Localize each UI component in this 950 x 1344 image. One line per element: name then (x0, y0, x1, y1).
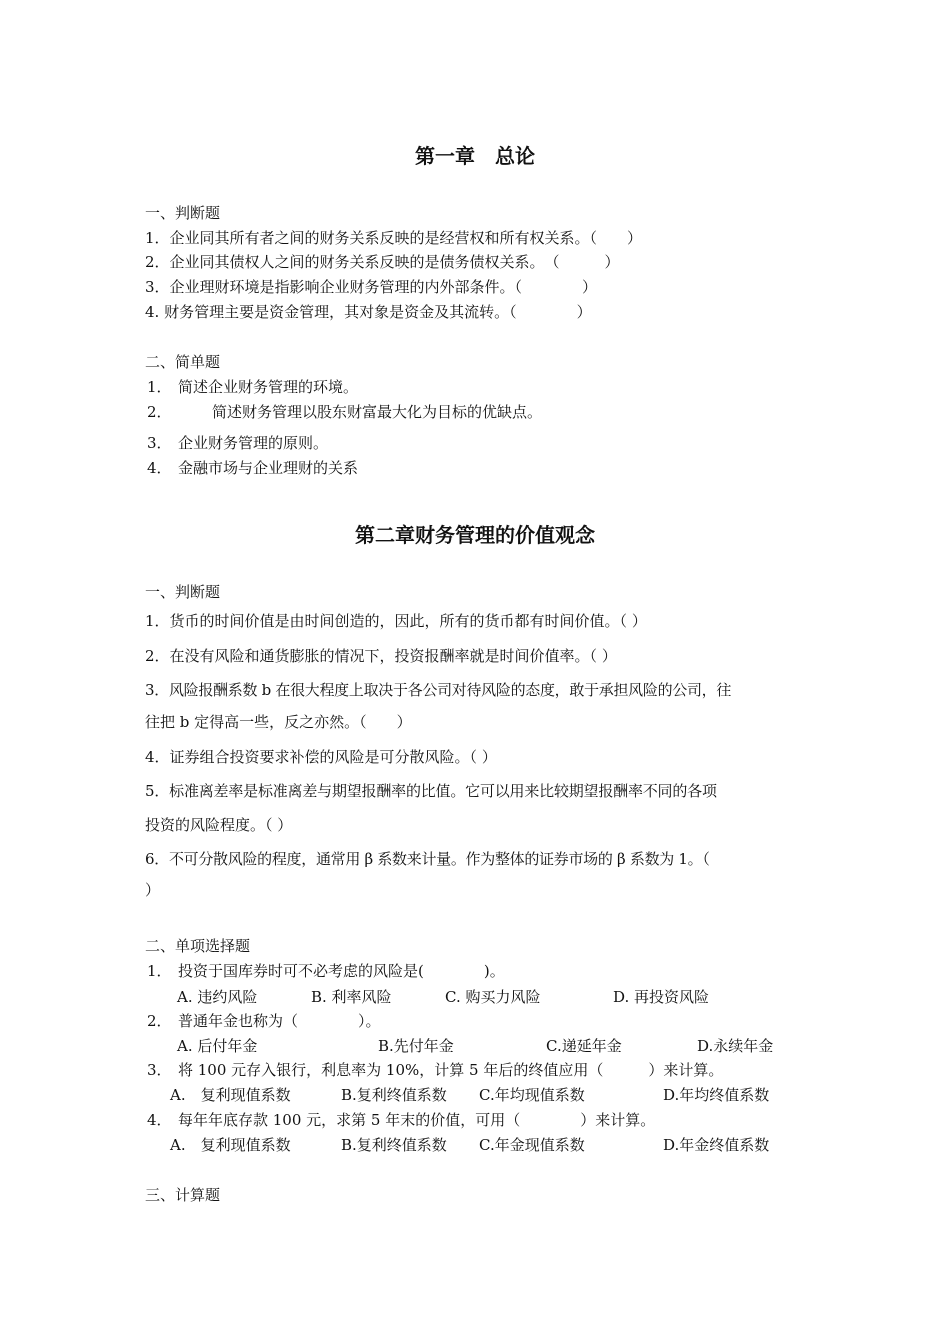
q2-option-c: C.递延年金 (546, 1037, 622, 1055)
q1-option-b: B. 利率风险 (311, 988, 392, 1006)
ch2-calc-heading: 三、计算题 (145, 1186, 221, 1204)
q2-number: 2． (147, 1012, 172, 1030)
q3-stem: 将 100 元存入银行，利息率为 10%，计算 5 年后的终值应用（ ）来计算。 (178, 1061, 724, 1079)
ch1-judge-item: 1．企业同其所有者之间的财务关系反映的是经营权和所有权关系。（ ） (145, 229, 643, 247)
ch2-judge-item: 4．证券组合投资要求补偿的风险是可分散风险。（ ） (145, 748, 497, 766)
q2-option-d: D.永续年金 (697, 1037, 774, 1055)
ch2-judge-item: 5．标准离差率是标准离差与期望报酬率的比值。它可以用来比较期望报酬率不同的各项 (145, 782, 717, 800)
ch1-judge-item: 2．企业同其债权人之间的财务关系反映的是债务债权关系。 （ ） (145, 253, 620, 271)
ch2-judge-heading: 一、判断题 (145, 583, 221, 601)
q1-stem: 投资于国库券时可不必考虑的风险是( )。 (178, 962, 505, 980)
q1-number: 1． (147, 962, 172, 980)
ch2-choice-heading: 二、单项选择题 (145, 937, 251, 955)
ch1-judge-item: 4. 财务管理主要是资金管理，其对象是资金及其流转。（ ） (145, 303, 592, 321)
ch2-judge-item-continued: 投资的风险程度。（ ） (145, 816, 293, 834)
q3-option-b: B.复利终值系数 (341, 1086, 447, 1104)
ch2-judge-item-continued: 往把 b 定得高一些，反之亦然。（ ） (145, 713, 412, 731)
q4-option-d: D.年金终值系数 (663, 1136, 770, 1154)
q4-option-a: A. 复利现值系数 (170, 1136, 291, 1154)
ch2-judge-item: 1．货币的时间价值是由时间创造的，因此，所有的货币都有时间价值。（ ） (145, 612, 647, 630)
ch1-short-text: 简述财务管理以股东财富最大化为目标的优缺点。 (212, 403, 543, 421)
ch1-short-text: 金融市场与企业理财的关系 (178, 459, 359, 477)
ch1-short-num: 1． (147, 378, 172, 396)
ch1-short-num: 2． (147, 403, 172, 421)
ch1-judge-heading: 一、判断题 (145, 204, 221, 222)
ch2-judge-item: 3．风险报酬系数 b 在很大程度上取决于各公司对待风险的态度，敢于承担风险的公司，往 (145, 681, 732, 699)
ch1-judge-item: 3．企业理财环境是指影响企业财务管理的内外部条件。（ ） (145, 278, 598, 296)
q4-stem: 每年年底存款 100 元，求第 5 年末的价值，可用（ ）来计算。 (178, 1111, 656, 1129)
ch2-judge-item-continued: ） (145, 881, 161, 899)
ch1-short-num: 4． (147, 459, 172, 477)
q1-option-d: D. 再投资风险 (613, 988, 710, 1006)
q3-option-a: A. 复利现值系数 (170, 1086, 291, 1104)
ch1-short-text: 企业财务管理的原则。 (178, 434, 329, 452)
q3-option-c: C.年均现值系数 (479, 1086, 585, 1104)
ch2-judge-item: 6．不可分散风险的程度，通常用 β 系数来计量。作为整体的证券市场的 β 系数为 1。（ (145, 850, 710, 868)
q2-stem: 普通年金也称为（ ）。 (178, 1012, 381, 1030)
q4-number: 4． (147, 1111, 172, 1129)
q2-option-a: A. 后付年金 (177, 1037, 258, 1055)
q4-option-b: B.复利终值系数 (341, 1136, 447, 1154)
q2-option-b: B.先付年金 (378, 1037, 454, 1055)
q3-option-d: D.年均终值系数 (663, 1086, 770, 1104)
ch1-short-heading: 二、简单题 (145, 353, 221, 371)
ch1-short-text: 简述企业财务管理的环境。 (178, 378, 359, 396)
q4-option-c: C.年金现值系数 (479, 1136, 585, 1154)
q3-number: 3． (147, 1061, 172, 1079)
ch1-short-num: 3． (147, 434, 172, 452)
q1-option-c: C. 购买力风险 (445, 988, 541, 1006)
ch2-judge-item: 2．在没有风险和通货膨胀的情况下，投资报酬率就是时间价值率。（ ） (145, 647, 617, 665)
chapter-2-title: 第二章财务管理的价值观念 (355, 523, 595, 547)
q1-option-a: A. 违约风险 (177, 988, 258, 1006)
chapter-1-title: 第一章 总论 (415, 144, 535, 168)
